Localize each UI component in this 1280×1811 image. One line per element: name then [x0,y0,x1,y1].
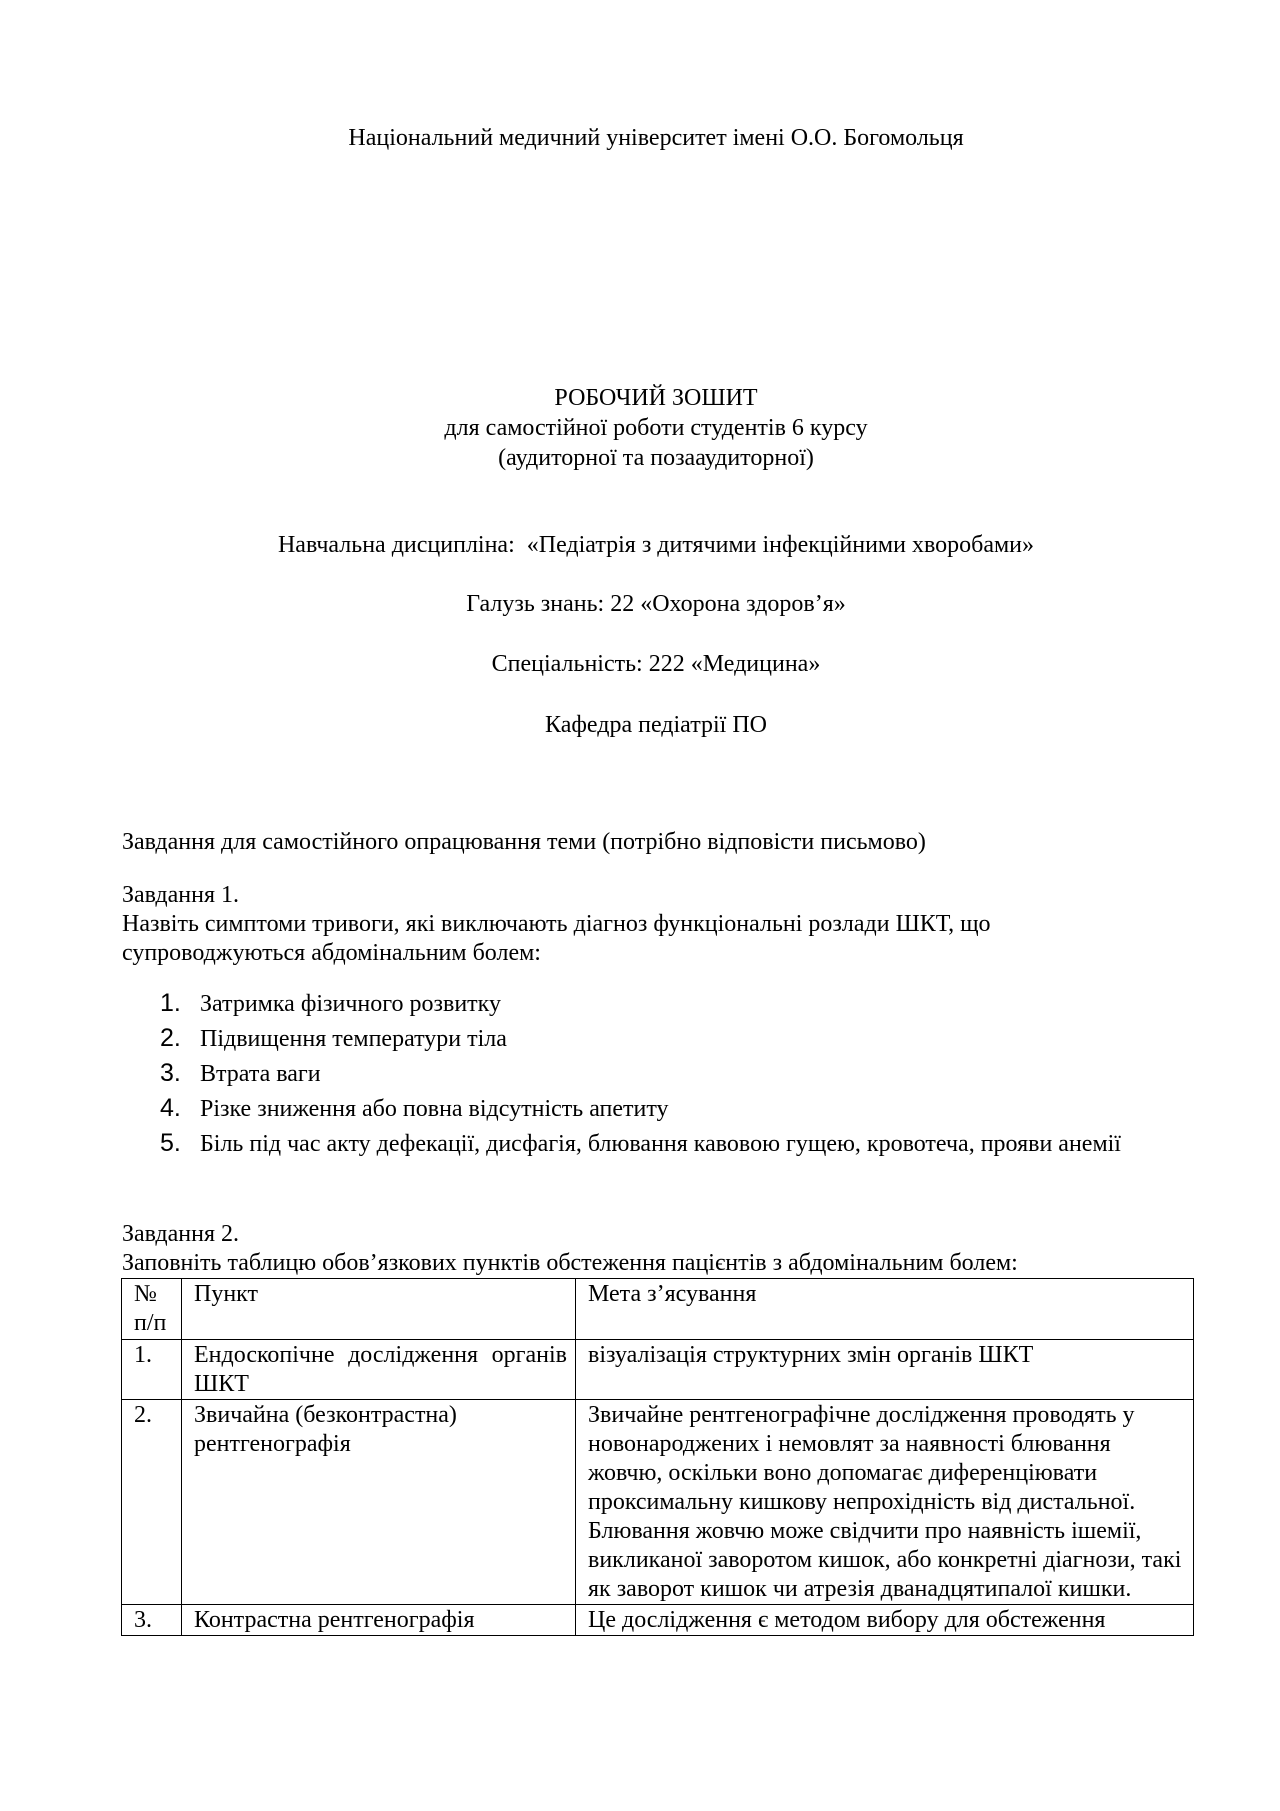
task1-question-line2: супроводжуються абдомінальним болем: [122,940,541,966]
task2-label: Завдання 2. [122,1221,239,1247]
header-item: Пункт [182,1279,576,1340]
specialty-line: Спеціальність: 222 «Медицина» [491,651,821,677]
table-row [122,1340,1194,1400]
list-item: 2. Підвищення температури тіла [160,1024,507,1052]
list-item: 1. Затримка фізичного розвитку [160,989,501,1017]
discipline-line: Навчальна дисципліна: «Педіатрія з дитячими інфекційними хворобами» [277,532,1035,558]
assignment-intro: Завдання для самостійного опрацювання теми (потрібно відповісти письмово) [122,829,926,855]
university-name: Національний медичний університет імені О.О. Богомольця [348,125,964,151]
header-purpose: Мета з’ясування [576,1279,1194,1340]
title-block [0,383,1280,473]
table-row [122,1400,1194,1605]
row-number: 3. [122,1605,182,1636]
list-item: 3. Втрата ваги [160,1059,321,1087]
field-of-knowledge-line: Галузь знань: 22 «Охорона здоров’я» [466,591,846,617]
task1-question-line1: Назвіть симптоми тривоги, які виключають діагноз функціональні розлади ШКТ, що [122,911,991,937]
row-purpose: візуалізація структурних змін органів ШКТ [576,1340,1194,1400]
workbook-title: РОБОЧИЙ ЗОШИТ [554,385,758,411]
row-number: 2. [122,1400,182,1605]
header-number: № п/п [122,1279,182,1340]
row-item: Ендоскопічне дослідження органів ШКТ [182,1340,576,1400]
row-item: Контрастна рентгенографія [182,1605,576,1636]
workbook-subtitle: для самостійної роботи студентів 6 курсу [444,415,868,441]
row-item: Звичайна (безконтрастна) рентгенографія [182,1400,576,1605]
row-number: 1. [122,1340,182,1400]
row-purpose: Це дослідження є методом вибору для обстеження [576,1605,1194,1636]
task2-question: Заповніть таблицю обов’язкових пунктів обстеження пацієнтів з абдомінальним болем: [122,1250,1018,1276]
department-line: Кафедра педіатрії ПО [545,712,767,738]
list-item: 4. Різке зниження або повна відсутність апетиту [160,1094,669,1122]
task1-label: Завдання 1. [122,882,239,908]
list-item: 5. Біль під час акту дефекації, дисфагія, блювання кавовою гущею, кровотеча, прояви анемії [160,1129,1121,1157]
row-purpose: Звичайне рентгенографічне дослідження проводять у новонароджених і немовлят за наявності блювання жовчю, оскільки воно допомагає диференціювати проксимальну кишкову непрохідність від дистальної. Блювання жовчю може свідчити про наявність ішемії, викликаної заворотом кишок, або конкретні діагнози, такі як заворот кишок чи атрезія дванадцятипалої кишки. [576,1400,1194,1605]
examination-table [121,1278,1194,1636]
table-header-row [122,1279,1194,1340]
symptom-list [122,990,1192,1165]
table-row [122,1605,1194,1636]
workbook-subtitle-note: (аудиторної та позааудиторної) [498,445,814,471]
